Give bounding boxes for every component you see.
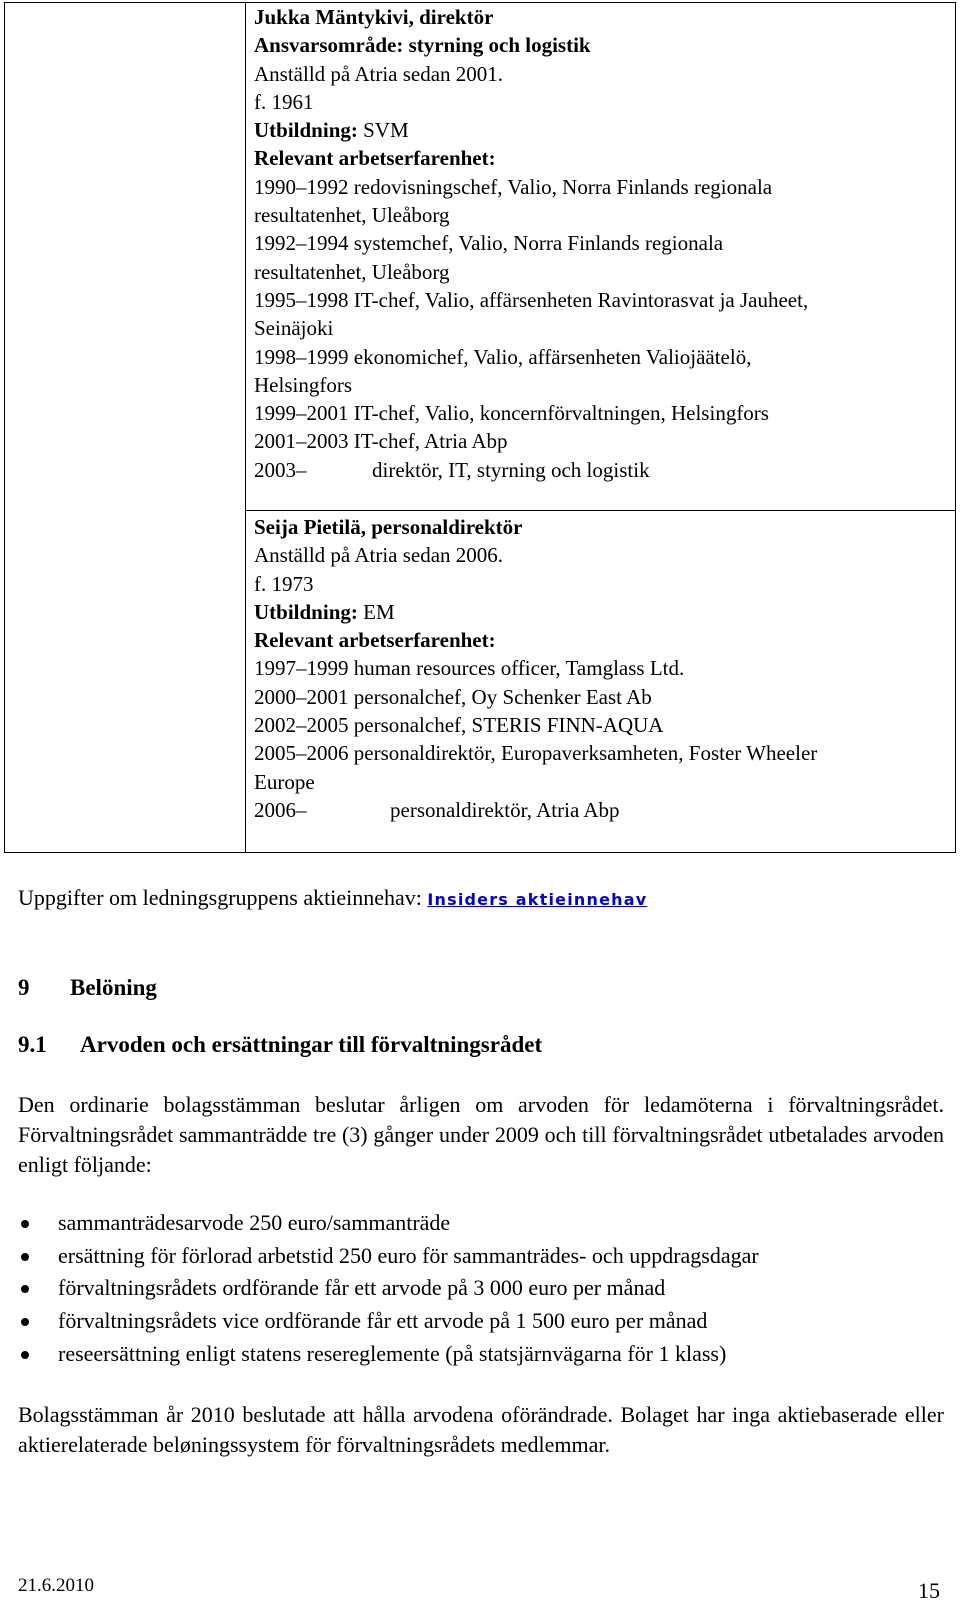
- person-1-name: Jukka Mäntykivi, direktör: [254, 5, 494, 29]
- education-value: EM: [357, 599, 395, 624]
- person-1-born: f. 1961: [254, 89, 314, 114]
- experience-line: 1999–2001 IT-chef, Valio, koncernförvaltningen, Helsingfors: [254, 401, 769, 426]
- experience-line-current: [254, 456, 940, 484]
- experience-line-current: [254, 796, 940, 824]
- section-title: Belöning: [70, 975, 157, 1000]
- experience-line: 1990–1992 redovisningschef, Valio, Norra Finlands regionala: [254, 174, 773, 199]
- experience-line: resultatenhet, Uleåborg: [254, 203, 450, 228]
- bullet-icon: [21, 1285, 29, 1293]
- list-item-text: reseersättning enligt statens resereglemente (på statsjärnvägarna för 1 klass): [58, 1340, 727, 1366]
- list-item-text: förvaltningsrådets ordförande får ett arvode på 3 000 euro per månad: [58, 1275, 666, 1301]
- education-value: SVM: [357, 118, 409, 143]
- list-item: [18, 1240, 944, 1273]
- section-9-heading: [18, 975, 157, 1001]
- table-divider-vertical: [245, 3, 246, 852]
- experience-line: 2000–2001 personalchef, Oy Schenker East Ab: [254, 684, 652, 709]
- bullet-icon: [21, 1253, 29, 1261]
- bullet-icon: [21, 1318, 29, 1326]
- list-item: [18, 1305, 944, 1338]
- person-2-cell: [254, 513, 940, 824]
- insiders-line: [18, 885, 647, 911]
- person-2-education: [254, 598, 940, 626]
- experience-line: 1995–1998 IT-chef, Valio, affärsenheten Ravintorasvat ja Jauheet,: [254, 287, 809, 312]
- year: 2003–: [254, 457, 307, 482]
- experience-line: 2002–2005 personalchef, STERIS FINN-AQUA: [254, 713, 664, 738]
- section-number: 9.1: [18, 1032, 47, 1057]
- person-1-education: [254, 116, 940, 144]
- role: personaldirektör, Atria Abp: [390, 797, 620, 822]
- experience-line: 1997–1999 human resources officer, Tamglass Ltd.: [254, 656, 685, 681]
- footer-date: 21.6.2010: [18, 1575, 94, 1596]
- experience-line: Europe: [254, 769, 315, 794]
- list-item-text: förvaltningsrådets vice ordförande får ett arvode på 1 500 euro per månad: [58, 1308, 708, 1334]
- section-number: 9: [18, 975, 30, 1000]
- person-1-cell: [254, 3, 940, 484]
- list-item-text: sammanträdesarvode 250 euro/sammanträde: [58, 1210, 451, 1235]
- fees-list: [18, 1207, 944, 1371]
- role: direktör, IT, styrning och logistik: [372, 457, 650, 482]
- experience-line: Helsingfors: [254, 372, 352, 397]
- experience-line: 1992–1994 systemchef, Valio, Norra Finlands regionala: [254, 231, 724, 256]
- list-item: [18, 1207, 944, 1240]
- list-item: [18, 1338, 944, 1371]
- person-1-responsibility: Ansvarsområde: styrning och logistik: [254, 33, 591, 58]
- person-2-name: Seija Pietilä, personaldirektör: [254, 515, 523, 539]
- person-2-experience-label: Relevant arbetserfarenhet:: [254, 628, 496, 653]
- page-number: 15: [918, 1578, 940, 1603]
- table-divider-horizontal: [245, 510, 955, 511]
- education-label: Utbildning:: [254, 599, 358, 624]
- experience-line: Seinäjoki: [254, 316, 334, 341]
- list-item-text: ersättning för förlorad arbetstid 250 euro för sammanträdes- och uppdragsdagar: [58, 1242, 759, 1268]
- experience-line: 2001–2003 IT-chef, Atria Abp: [254, 429, 508, 454]
- year: 2006–: [254, 797, 307, 822]
- share-based-paragraph: Bolagsstämman år 2010 beslutade att hålla arvodena oförändrade. Bolaget har inga aktiebaserade eller aktierelaterade beløningssystem för förvaltningsrådets medlemmar.: [18, 1402, 944, 1457]
- insiders-text: Uppgifter om ledningsgruppens aktieinnehav:: [18, 885, 428, 910]
- bullet-icon: [21, 1351, 29, 1359]
- education-label: Utbildning:: [254, 118, 358, 143]
- person-2-born: f. 1973: [254, 571, 314, 596]
- experience-line: resultatenhet, Uleåborg: [254, 259, 450, 284]
- fees-paragraph: Den ordinarie bolagsstämman beslutar årligen om arvoden för ledamöterna i förvaltningsrådet. Förvaltningsrådet sammanträdde tre (3) gånger under 2009 och till förvaltningsrådet utbetalades arvoden enligt följande:: [18, 1092, 944, 1177]
- insiders-link[interactable]: Insiders aktieinnehav: [427, 890, 648, 909]
- bullet-icon: [21, 1220, 29, 1228]
- experience-line: 1998–1999 ekonomichef, Valio, affärsenheten Valiojäätelö,: [254, 344, 752, 369]
- section-9-1-heading: [18, 1032, 542, 1058]
- person-1-experience-label: Relevant arbetserfarenhet:: [254, 146, 496, 171]
- experience-line: 2005–2006 personaldirektör, Europaverksamheten, Foster Wheeler: [254, 741, 818, 766]
- person-1-employed: Anställd på Atria sedan 2001.: [254, 61, 504, 86]
- person-2-employed: Anställd på Atria sedan 2006.: [254, 543, 504, 568]
- list-item: [18, 1272, 944, 1305]
- section-title: Arvoden och ersättningar till förvaltningsrådet: [80, 1032, 543, 1057]
